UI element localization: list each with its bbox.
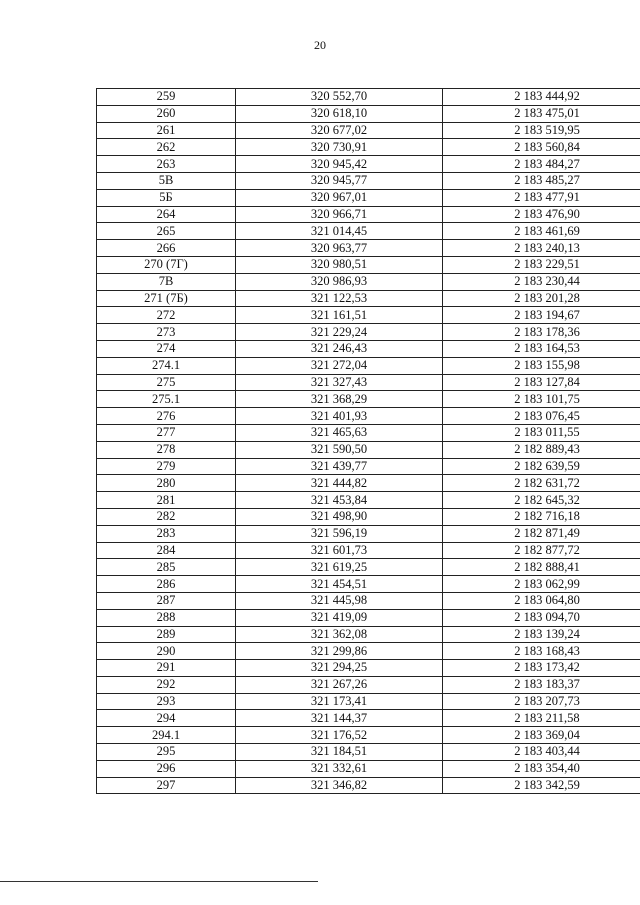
point-number-cell: 5В (97, 172, 236, 189)
x-coordinate-cell: 320 980,51 (236, 256, 443, 273)
point-number-cell: 262 (97, 139, 236, 156)
y-coordinate-cell: 2 182 888,41 (443, 559, 640, 576)
footer-rule (0, 881, 318, 882)
table-row (97, 172, 640, 189)
point-number-cell: 274 (97, 340, 236, 357)
x-coordinate-cell: 321 272,04 (236, 357, 443, 374)
y-coordinate-cell: 2 183 444,92 (443, 89, 640, 106)
table-row (97, 475, 640, 492)
x-coordinate-cell: 321 173,41 (236, 693, 443, 710)
x-coordinate-cell: 321 294,25 (236, 660, 443, 677)
y-coordinate-cell: 2 183 139,24 (443, 626, 640, 643)
y-coordinate-cell: 2 183 011,55 (443, 424, 640, 441)
point-number-cell: 274.1 (97, 357, 236, 374)
point-number-cell: 260 (97, 105, 236, 122)
y-coordinate-cell: 2 182 645,32 (443, 492, 640, 509)
table-row (97, 710, 640, 727)
y-coordinate-cell: 2 183 094,70 (443, 609, 640, 626)
point-number-cell: 259 (97, 89, 236, 106)
y-coordinate-cell: 2 183 076,45 (443, 408, 640, 425)
x-coordinate-cell: 321 590,50 (236, 441, 443, 458)
y-coordinate-cell: 2 183 560,84 (443, 139, 640, 156)
x-coordinate-cell: 321 401,93 (236, 408, 443, 425)
point-number-cell: 278 (97, 441, 236, 458)
y-coordinate-cell: 2 183 229,51 (443, 256, 640, 273)
x-coordinate-cell: 321 368,29 (236, 391, 443, 408)
x-coordinate-cell: 320 618,10 (236, 105, 443, 122)
table-row (97, 240, 640, 257)
y-coordinate-cell: 2 183 168,43 (443, 643, 640, 660)
y-coordinate-cell: 2 183 475,01 (443, 105, 640, 122)
x-coordinate-cell: 320 730,91 (236, 139, 443, 156)
point-number-cell: 290 (97, 643, 236, 660)
point-number-cell: 266 (97, 240, 236, 257)
table-row (97, 676, 640, 693)
x-coordinate-cell: 320 945,42 (236, 156, 443, 173)
point-number-cell: 282 (97, 508, 236, 525)
y-coordinate-cell: 2 183 477,91 (443, 189, 640, 206)
y-coordinate-cell: 2 183 461,69 (443, 223, 640, 240)
table-row (97, 660, 640, 677)
y-coordinate-cell: 2 183 173,42 (443, 660, 640, 677)
table-row (97, 206, 640, 223)
x-coordinate-cell: 321 601,73 (236, 542, 443, 559)
table-row (97, 492, 640, 509)
x-coordinate-cell: 321 327,43 (236, 374, 443, 391)
x-coordinate-cell: 320 945,77 (236, 172, 443, 189)
y-coordinate-cell: 2 183 064,80 (443, 592, 640, 609)
point-number-cell: 265 (97, 223, 236, 240)
table-row (97, 441, 640, 458)
table-row (97, 391, 640, 408)
point-number-cell: 5Б (97, 189, 236, 206)
point-number-cell: 261 (97, 122, 236, 139)
y-coordinate-cell: 2 183 062,99 (443, 576, 640, 593)
table-row (97, 542, 640, 559)
y-coordinate-cell: 2 183 201,28 (443, 290, 640, 307)
y-coordinate-cell: 2 182 716,18 (443, 508, 640, 525)
table-row (97, 156, 640, 173)
point-number-cell: 287 (97, 592, 236, 609)
table-row (97, 626, 640, 643)
point-number-cell: 286 (97, 576, 236, 593)
table-row (97, 273, 640, 290)
y-coordinate-cell: 2 182 889,43 (443, 441, 640, 458)
y-coordinate-cell: 2 182 871,49 (443, 525, 640, 542)
table-row (97, 576, 640, 593)
table-row (97, 508, 640, 525)
y-coordinate-cell: 2 183 369,04 (443, 727, 640, 744)
table-row (97, 458, 640, 475)
y-coordinate-cell: 2 183 127,84 (443, 374, 640, 391)
point-number-cell: 280 (97, 475, 236, 492)
y-coordinate-cell: 2 183 178,36 (443, 324, 640, 341)
x-coordinate-cell: 321 144,37 (236, 710, 443, 727)
y-coordinate-cell: 2 183 183,37 (443, 676, 640, 693)
table-row (97, 525, 640, 542)
x-coordinate-cell: 321 267,26 (236, 676, 443, 693)
x-coordinate-cell: 321 454,51 (236, 576, 443, 593)
x-coordinate-cell: 320 986,93 (236, 273, 443, 290)
y-coordinate-cell: 2 183 403,44 (443, 744, 640, 761)
x-coordinate-cell: 321 184,51 (236, 744, 443, 761)
table-row (97, 89, 640, 106)
point-number-cell: 297 (97, 777, 236, 794)
x-coordinate-cell: 321 176,52 (236, 727, 443, 744)
coordinates-table-body (97, 89, 640, 794)
table-row (97, 223, 640, 240)
y-coordinate-cell: 2 183 354,40 (443, 760, 640, 777)
point-number-cell: 294.1 (97, 727, 236, 744)
y-coordinate-cell: 2 182 877,72 (443, 542, 640, 559)
y-coordinate-cell: 2 183 211,58 (443, 710, 640, 727)
table-row (97, 307, 640, 324)
point-number-cell: 281 (97, 492, 236, 509)
point-number-cell: 7В (97, 273, 236, 290)
y-coordinate-cell: 2 183 485,27 (443, 172, 640, 189)
x-coordinate-cell: 321 445,98 (236, 592, 443, 609)
point-number-cell: 263 (97, 156, 236, 173)
x-coordinate-cell: 321 619,25 (236, 559, 443, 576)
x-coordinate-cell: 320 966,71 (236, 206, 443, 223)
x-coordinate-cell: 321 362,08 (236, 626, 443, 643)
table-row (97, 643, 640, 660)
point-number-cell: 275.1 (97, 391, 236, 408)
y-coordinate-cell: 2 183 101,75 (443, 391, 640, 408)
table-row (97, 592, 640, 609)
table-row (97, 408, 640, 425)
point-number-cell: 292 (97, 676, 236, 693)
table-row (97, 139, 640, 156)
point-number-cell: 276 (97, 408, 236, 425)
point-number-cell: 293 (97, 693, 236, 710)
table-row (97, 693, 640, 710)
x-coordinate-cell: 321 439,77 (236, 458, 443, 475)
point-number-cell: 270 (7Г) (97, 256, 236, 273)
point-number-cell: 295 (97, 744, 236, 761)
x-coordinate-cell: 320 552,70 (236, 89, 443, 106)
point-number-cell: 291 (97, 660, 236, 677)
table-row (97, 609, 640, 626)
x-coordinate-cell: 321 453,84 (236, 492, 443, 509)
x-coordinate-cell: 321 596,19 (236, 525, 443, 542)
y-coordinate-cell: 2 183 155,98 (443, 357, 640, 374)
table-row (97, 290, 640, 307)
point-number-cell: 284 (97, 542, 236, 559)
x-coordinate-cell: 321 122,53 (236, 290, 443, 307)
x-coordinate-cell: 321 161,51 (236, 307, 443, 324)
x-coordinate-cell: 321 014,45 (236, 223, 443, 240)
table-row (97, 424, 640, 441)
point-number-cell: 289 (97, 626, 236, 643)
y-coordinate-cell: 2 183 476,90 (443, 206, 640, 223)
x-coordinate-cell: 320 677,02 (236, 122, 443, 139)
x-coordinate-cell: 320 963,77 (236, 240, 443, 257)
table-row (97, 559, 640, 576)
point-number-cell: 294 (97, 710, 236, 727)
y-coordinate-cell: 2 183 194,67 (443, 307, 640, 324)
coordinates-table (96, 88, 640, 794)
point-number-cell: 273 (97, 324, 236, 341)
page-number: 20 (314, 38, 326, 52)
y-coordinate-cell: 2 182 631,72 (443, 475, 640, 492)
table-row (97, 189, 640, 206)
point-number-cell: 283 (97, 525, 236, 542)
point-number-cell: 275 (97, 374, 236, 391)
y-coordinate-cell: 2 183 230,44 (443, 273, 640, 290)
point-number-cell: 288 (97, 609, 236, 626)
x-coordinate-cell: 321 465,63 (236, 424, 443, 441)
y-coordinate-cell: 2 183 164,53 (443, 340, 640, 357)
x-coordinate-cell: 321 444,82 (236, 475, 443, 492)
y-coordinate-cell: 2 183 484,27 (443, 156, 640, 173)
point-number-cell: 264 (97, 206, 236, 223)
x-coordinate-cell: 321 498,90 (236, 508, 443, 525)
table-row (97, 357, 640, 374)
table-row (97, 324, 640, 341)
x-coordinate-cell: 321 299,86 (236, 643, 443, 660)
point-number-cell: 271 (7Б) (97, 290, 236, 307)
y-coordinate-cell: 2 183 240,13 (443, 240, 640, 257)
table-row (97, 374, 640, 391)
x-coordinate-cell: 321 419,09 (236, 609, 443, 626)
table-row (97, 777, 640, 794)
table-row (97, 256, 640, 273)
point-number-cell: 296 (97, 760, 236, 777)
x-coordinate-cell: 321 346,82 (236, 777, 443, 794)
y-coordinate-cell: 2 183 519,95 (443, 122, 640, 139)
point-number-cell: 272 (97, 307, 236, 324)
x-coordinate-cell: 321 332,61 (236, 760, 443, 777)
table-row (97, 122, 640, 139)
table-row (97, 105, 640, 122)
point-number-cell: 279 (97, 458, 236, 475)
x-coordinate-cell: 321 246,43 (236, 340, 443, 357)
table-row (97, 760, 640, 777)
x-coordinate-cell: 320 967,01 (236, 189, 443, 206)
table-row (97, 744, 640, 761)
point-number-cell: 285 (97, 559, 236, 576)
x-coordinate-cell: 321 229,24 (236, 324, 443, 341)
y-coordinate-cell: 2 182 639,59 (443, 458, 640, 475)
point-number-cell: 277 (97, 424, 236, 441)
y-coordinate-cell: 2 183 342,59 (443, 777, 640, 794)
table-row (97, 340, 640, 357)
table-row (97, 727, 640, 744)
y-coordinate-cell: 2 183 207,73 (443, 693, 640, 710)
